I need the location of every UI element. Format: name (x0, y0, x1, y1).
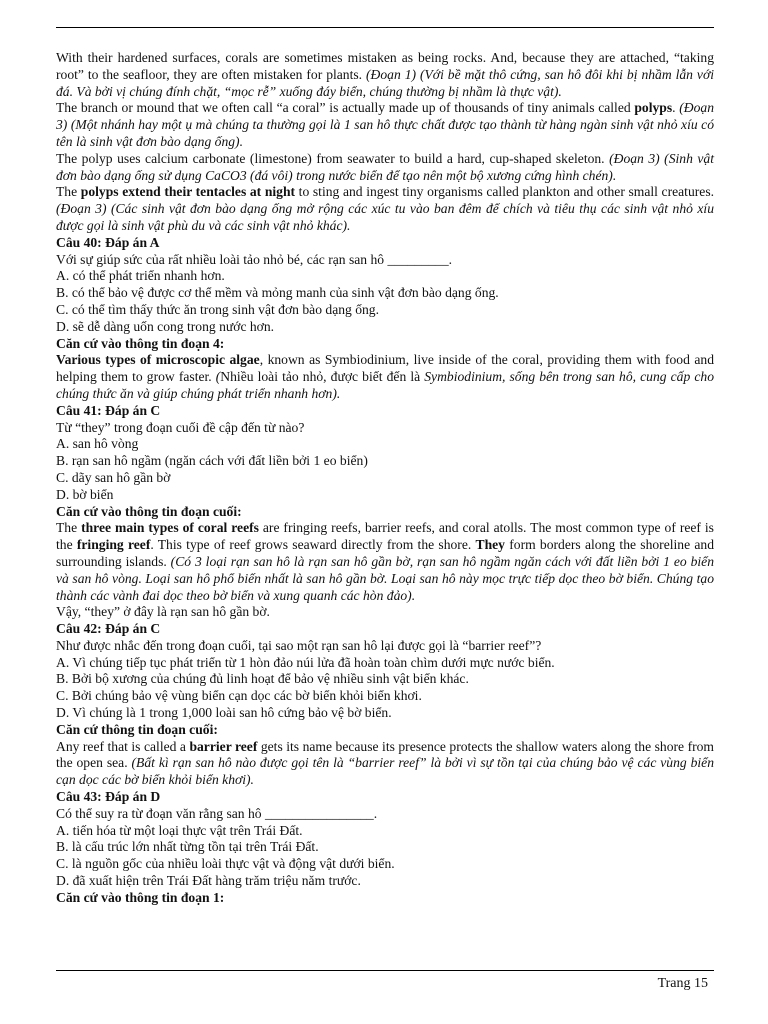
answer-option (56, 487, 714, 504)
paragraph (56, 50, 714, 100)
question-text (56, 806, 714, 823)
answer-option (56, 873, 714, 890)
section-heading (56, 235, 714, 252)
text-run: ( (215, 369, 221, 385)
text-run: C. là nguồn gốc của nhiều loài thực vật và động vật dưới biển. (56, 856, 395, 872)
text-run: gets its name because its presence protects the shallow waters along the shore from the open sea. (56, 738, 714, 771)
question-text (56, 420, 714, 437)
answer-option (56, 655, 714, 672)
answer-option (56, 268, 714, 285)
text-run: The (56, 184, 81, 200)
section-heading (56, 722, 714, 739)
section-heading (56, 890, 714, 907)
text-run: (Đoạn 3) (Các sinh vật đơn bào dạng ống mở rộng các xúc tu vào ban đêm để chích và tiêu thụ các sinh vật nhỏ xíu được gọi là sinh vật phù du và các sinh vật nhỏ khác). (56, 201, 714, 233)
text-run: . (672, 100, 680, 116)
section-heading (56, 789, 714, 806)
text-run: B. rạn san hô ngầm (ngăn cách với đất liền bởi 1 eo biển) (56, 453, 368, 469)
text-run: Vậy, “they” ở đây là rạn san hô gần bờ. (56, 604, 270, 620)
section-heading (56, 403, 714, 420)
text-run: barrier reef (189, 738, 258, 754)
answer-option (56, 436, 714, 453)
text-run: B. Bởi bộ xương của chúng đủ linh hoạt để bảo vệ nhiều sinh vật biển khác. (56, 671, 469, 687)
text-run: Nhiều loài tảo nhỏ, được biết đến là (220, 369, 425, 385)
section-heading (56, 621, 714, 638)
paragraph (56, 739, 714, 789)
text-run: to sting and ingest tiny organisms called plankton and other small creatures. (295, 184, 715, 200)
paragraph (56, 352, 714, 402)
text-run: D. đã xuất hiện trên Trái Đất hàng trăm triệu năm trước. (56, 873, 361, 889)
answer-option (56, 823, 714, 840)
top-rule (56, 27, 714, 28)
text-run: Căn cứ thông tin đoạn cuối: (56, 721, 218, 737)
text-run: Như được nhắc đến trong đoạn cuối, tại sao một rạn san hô lại được gọi là “barrier reef”? (56, 637, 542, 653)
text-run: Căn cứ vào thông tin đoạn 1: (56, 889, 225, 905)
text-run: B. là cấu trúc lớn nhất từng tồn tại trên Trái Đất. (56, 839, 319, 855)
text-run: are fringing reefs, barrier reefs, and coral atolls. The most common type of reef is the (56, 520, 714, 553)
text-run: Various types of microscopic algae (56, 352, 260, 368)
text-run: _________ (387, 251, 449, 267)
text-run: B. có thể bảo vệ được cơ thể mềm và mỏng manh của sinh vật đơn bào dạng ống. (56, 285, 499, 301)
answer-option (56, 285, 714, 302)
text-run: D. bờ biển (56, 486, 114, 502)
text-run: three main types of coral reefs (81, 520, 259, 536)
text-run: , known as Symbiodinium, live inside of the coral, providing them with food and helping them to grow faster. (56, 352, 715, 385)
text-run: Any reef that is called a (56, 738, 190, 754)
text-run: Câu 42: Đáp án C (56, 621, 161, 637)
text-run: The polyp uses calcium carbonate (limestone) from seawater to build a hard, cup-shaped skeleton. (56, 150, 610, 166)
paragraph (56, 100, 714, 150)
text-run: form borders along the shoreline and surrounding islands. (56, 537, 714, 569)
text-run: Có thể suy ra từ đoạn văn rằng san hô (56, 805, 265, 821)
text-run: (Đoạn 3) (Một nhánh hay một ụ mà chúng ta thường gọi là 1 san hô thực chất được tạo thành từ hàng ngàn sinh vật nhỏ xíu có tên là sinh vật đơn bào dạng ống). (56, 100, 714, 149)
text-run: A. tiến hóa từ một loại thực vật trên Trái Đất. (56, 822, 303, 838)
text-run: A. Vì chúng tiếp tục phát triển từ 1 hòn đảo núi lửa đã hoàn toàn chìm dưới mực nước biển. (56, 654, 555, 670)
text-run: C. Bởi chúng bảo vệ vùng biển cạn dọc các bờ biển khỏi biển khơi. (56, 688, 422, 704)
text-run: The (56, 520, 82, 536)
paragraph (56, 151, 714, 185)
text-run: Với sự giúp sức của rất nhiều loài tảo nhỏ bé, các rạn san hô (56, 251, 388, 267)
text-run: polyps (634, 100, 673, 116)
answer-option (56, 470, 714, 487)
page-number: Trang 15 (657, 976, 708, 991)
text-run: (Bất kì rạn san hô nào được gọi tên là “barrier reef” là bởi vì sự tồn tại của chúng bảo vệ các vùng biển cạn dọc các bờ biển khỏi biển khơi). (56, 755, 714, 788)
text-run: C. dãy san hô gần bờ (56, 469, 171, 485)
text-run: polyps extend their tentacles at night (80, 184, 296, 200)
text-run: fringing reef (76, 537, 151, 553)
text-run: Câu 43: Đáp án D (56, 789, 161, 805)
text-run: . (373, 805, 378, 821)
answer-option (56, 688, 714, 705)
document-body (56, 50, 714, 907)
answer-option (56, 705, 714, 722)
answer-option (56, 856, 714, 873)
text-run: They (475, 537, 505, 553)
text-run: (Đoạn 3) (Sinh vật đơn bào dạng ống sử dụng CaCO3 (đá vôi) trong nước biển để tạo nên một bộ xương cứng hình chén). (56, 150, 714, 183)
text-run: A. có thể phát triển nhanh hơn. (56, 268, 225, 284)
answer-option (56, 319, 714, 336)
text-run: (Có 3 loại rạn san hô là rạn san hô gần bờ, rạn san hô ngầm ngăn cách với đất liền bởi 1 eo biển và san hô vòng. Loại san hô phổ biến nhất là san hô gần bờ. Loại san hô này mọc trực tiếp dọc theo bờ biển. Chúng tạo thành các vành đai dọc theo bờ biển và xung quanh các hòn đảo). (56, 553, 714, 603)
section-heading (56, 336, 714, 353)
answer-option (56, 453, 714, 470)
paragraph (56, 604, 714, 621)
text-run: ________________ (264, 805, 374, 821)
text-run: Căn cứ vào thông tin đoạn cuối: (56, 503, 242, 519)
text-run: D. sẽ dễ dàng uốn cong trong nước hơn. (56, 318, 275, 334)
paragraph (56, 184, 714, 234)
text-run: (Đoạn 1) (Với bề mặt thô cứng, san hô đôi khi bị nhầm lẫn với đá. Và bởi vị chúng đính chặt, “mọc rễ” xuống đáy biển, chúng thường bị nhầm là thực vật). (56, 66, 714, 99)
question-text (56, 638, 714, 655)
answer-option (56, 671, 714, 688)
text-run: The branch or mound that we often call “a coral” is actually made up of thousands of tiny animals called (56, 100, 635, 116)
text-run: A. san hô vòng (56, 436, 139, 452)
text-run: Căn cứ vào thông tin đoạn 4: (56, 335, 225, 351)
text-run: . (448, 251, 453, 267)
section-heading (56, 504, 714, 521)
answer-option (56, 839, 714, 856)
text-run: . This type of reef grows seaward directly from the shore. (150, 537, 476, 553)
question-text (56, 252, 714, 269)
text-run: C. có thể tìm thấy thức ăn trong sinh vật đơn bào dạng ống. (56, 301, 380, 317)
paragraph (56, 520, 714, 604)
text-run: Câu 40: Đáp án A (56, 234, 160, 250)
text-run: Từ “they” trong đoạn cuối đề cập đến từ nào? (56, 419, 305, 435)
text-run: Symbiodinium, sống bên trong san hô, cung cấp cho chúng thức ăn và giúp chúng phát triển nhanh hơn). (56, 369, 714, 401)
text-run: Câu 41: Đáp án C (56, 402, 161, 418)
bottom-rule (56, 970, 714, 971)
text-run: With their hardened surfaces, corals are sometimes mistaken as being rocks. And, because they are attached, “taking root” to the seafloor, they are often mistaken for plants. (56, 50, 714, 82)
answer-option (56, 302, 714, 319)
text-run: D. Vì chúng là 1 trong 1,000 loài san hô cứng bảo vệ bờ biển. (56, 705, 392, 721)
